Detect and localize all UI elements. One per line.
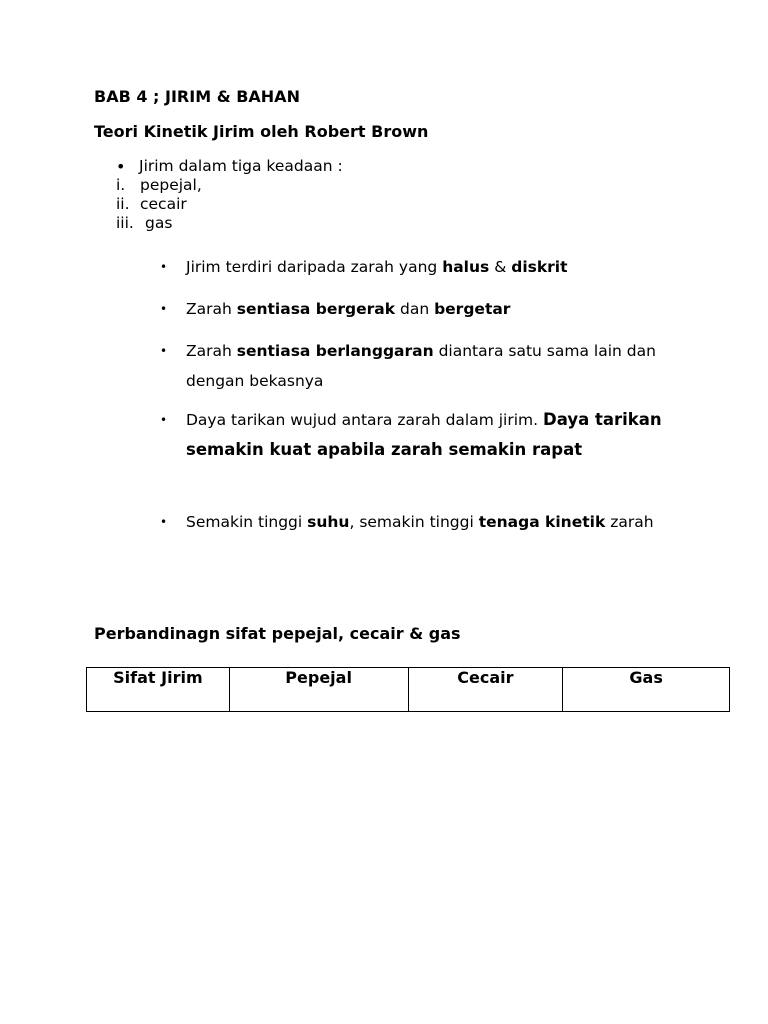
state-marker: i. (116, 176, 126, 194)
table-header-cell: Sifat Jirim (87, 668, 230, 712)
point-text: Zarah sentiasa berlanggaran diantara satu sama lain dan dengan bekasnya (186, 342, 656, 390)
comparison-table (86, 667, 730, 712)
state-marker: ii. (116, 195, 130, 213)
states-intro-text: Jirim dalam tiga keadaan : (139, 157, 343, 175)
point-text: Jirim terdiri daripada zarah yang halus & diskrit (186, 258, 568, 276)
point-text: Daya tarikan wujud antara zarah dalam jirim. Daya tarikan semakin kuat apabila zarah semakin rapat (186, 410, 662, 459)
bullet-icon: • (160, 344, 168, 358)
state-text: pepejal, (140, 176, 202, 194)
table-header-cell: Cecair (408, 668, 563, 712)
bullet-icon: • (160, 413, 168, 427)
bullet-icon: • (116, 157, 126, 176)
section-subtitle: Teori Kinetik Jirim oleh Robert Brown (94, 122, 429, 141)
state-text: cecair (140, 195, 187, 213)
point-text: Semakin tinggi suhu, semakin tinggi tenaga kinetik zarah (186, 513, 654, 531)
state-marker: iii. (116, 214, 134, 232)
state-text: gas (145, 214, 173, 232)
comparison-title: Perbandinagn sifat pepejal, cecair & gas (94, 624, 461, 643)
table-header-cell: Pepejal (229, 668, 408, 712)
chapter-title: BAB 4 ; JIRIM & BAHAN (94, 87, 300, 106)
bullet-icon: • (160, 302, 168, 316)
bullet-icon: • (160, 515, 168, 529)
point-text: Zarah sentiasa bergerak dan bergetar (186, 300, 511, 318)
bullet-icon: • (160, 260, 168, 274)
table-header-row (87, 668, 730, 712)
table-header-cell: Gas (563, 668, 730, 712)
